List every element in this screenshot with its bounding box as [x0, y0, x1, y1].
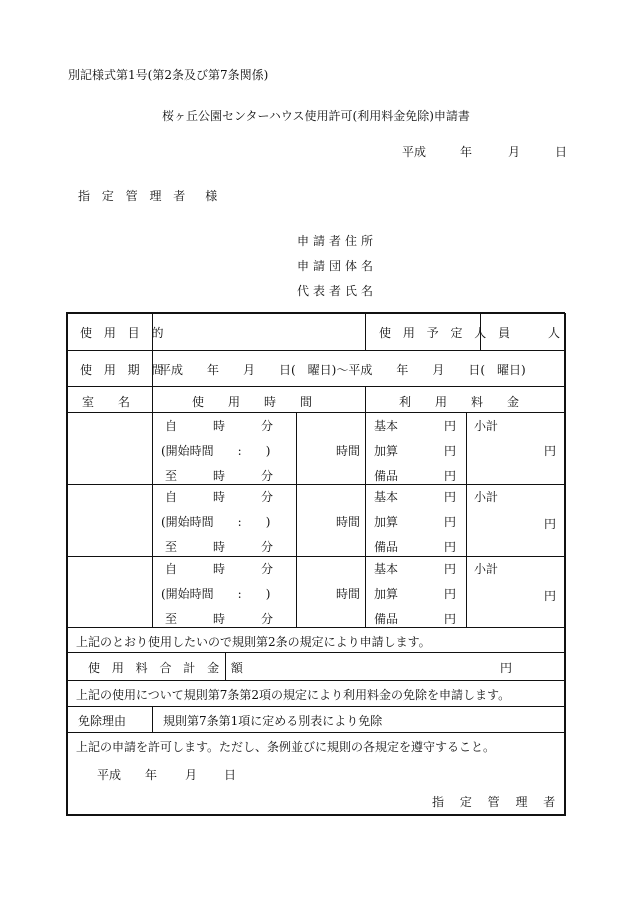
subtotal-yen: 円 — [544, 589, 557, 603]
additional-fee-label: 加算 — [374, 587, 399, 601]
end-time: 至 時 分 — [165, 612, 274, 626]
people-unit: 人 — [548, 326, 561, 340]
purpose-value[interactable] — [160, 324, 360, 340]
start-time: 自 時 分 — [165, 562, 274, 576]
date-day: 日 — [555, 145, 568, 159]
exemption-reason-value: 規則第7条第1項に定める別表により免除 — [163, 714, 383, 728]
basic-fee-yen: 円 — [444, 562, 457, 576]
date-era: 平成 — [402, 145, 427, 159]
additional-fee-yen: 円 — [444, 515, 457, 529]
permit-date-day: 日 — [224, 768, 237, 782]
addressee: 指 定 管 理 者 様 — [78, 189, 222, 203]
equipment-fee-yen: 円 — [444, 469, 457, 483]
additional-fee-label: 加算 — [374, 444, 399, 458]
additional-fee-yen: 円 — [444, 444, 457, 458]
hours-unit: 時間 — [336, 587, 361, 601]
opening-time: (開始時間 : ) — [161, 444, 271, 458]
period-label: 使 用 期 間 — [80, 363, 168, 377]
opening-time: (開始時間 : ) — [161, 587, 271, 601]
start-time: 自 時 分 — [165, 490, 274, 504]
document-title: 桜ヶ丘公園センターハウス使用許可(利用料金免除)申請書 — [162, 109, 470, 123]
end-time: 至 時 分 — [165, 540, 274, 554]
application-statement: 上記のとおり使用したいので規則第2条の規定により申請します。 — [76, 635, 431, 649]
subtotal-yen: 円 — [544, 517, 557, 531]
applicant-address-label: 申請者住所 — [297, 234, 378, 248]
permit-date-month: 月 — [185, 768, 198, 782]
hours-unit: 時間 — [336, 444, 361, 458]
subtotal-label: 小計 — [474, 490, 499, 504]
fee-header: 利 用 料 金 — [399, 395, 520, 409]
equipment-fee-yen: 円 — [444, 540, 457, 554]
purpose-label: 使 用 目 的 — [80, 326, 168, 340]
equipment-fee-yen: 円 — [444, 612, 457, 626]
room-header: 室 名 — [82, 395, 131, 409]
permit-manager: 指 定 管 理 者 — [432, 795, 562, 809]
date-year: 年 — [460, 145, 473, 159]
applicant-group-label: 申請団体名 — [297, 259, 378, 273]
end-time: 至 時 分 — [165, 469, 274, 483]
exemption-reason-label: 免除理由 — [78, 714, 127, 728]
exemption-statement: 上記の使用について規則第7条第2項の規定により利用料金の免除を申請します。 — [76, 688, 511, 702]
basic-fee-label: 基本 — [374, 562, 399, 576]
date-month: 月 — [508, 145, 521, 159]
total-fee-label: 使 用 料 合 計 金 額 — [88, 661, 247, 675]
subtotal-label: 小計 — [474, 562, 499, 576]
basic-fee-label: 基本 — [374, 490, 399, 504]
equipment-fee-label: 備品 — [374, 469, 399, 483]
subtotal-label: 小計 — [474, 419, 499, 433]
start-time: 自 時 分 — [165, 419, 274, 433]
hours-unit: 時間 — [336, 515, 361, 529]
time-header: 使 用 時 間 — [192, 395, 313, 409]
basic-fee-yen: 円 — [444, 490, 457, 504]
additional-fee-label: 加算 — [374, 515, 399, 529]
permit-date-era: 平成 — [97, 768, 122, 782]
period-value[interactable]: 平成 年 月 日( 曜日)～平成 年 月 日( 曜日) — [159, 363, 526, 377]
additional-fee-yen: 円 — [444, 587, 457, 601]
equipment-fee-label: 備品 — [374, 612, 399, 626]
equipment-fee-label: 備品 — [374, 540, 399, 554]
permit-date-year: 年 — [145, 768, 158, 782]
form-number: 別記様式第1号(第2条及び第7条関係) — [68, 68, 269, 82]
applicant-rep-label: 代表者氏名 — [297, 284, 378, 298]
people-label: 使 用 予 定 人 員 — [379, 326, 515, 340]
total-fee-yen: 円 — [500, 661, 513, 675]
subtotal-yen: 円 — [544, 444, 557, 458]
basic-fee-yen: 円 — [444, 419, 457, 433]
basic-fee-label: 基本 — [374, 419, 399, 433]
permit-statement: 上記の申請を許可します。ただし、条例並びに規則の各規定を遵守すること。 — [76, 740, 496, 754]
opening-time: (開始時間 : ) — [161, 515, 271, 529]
